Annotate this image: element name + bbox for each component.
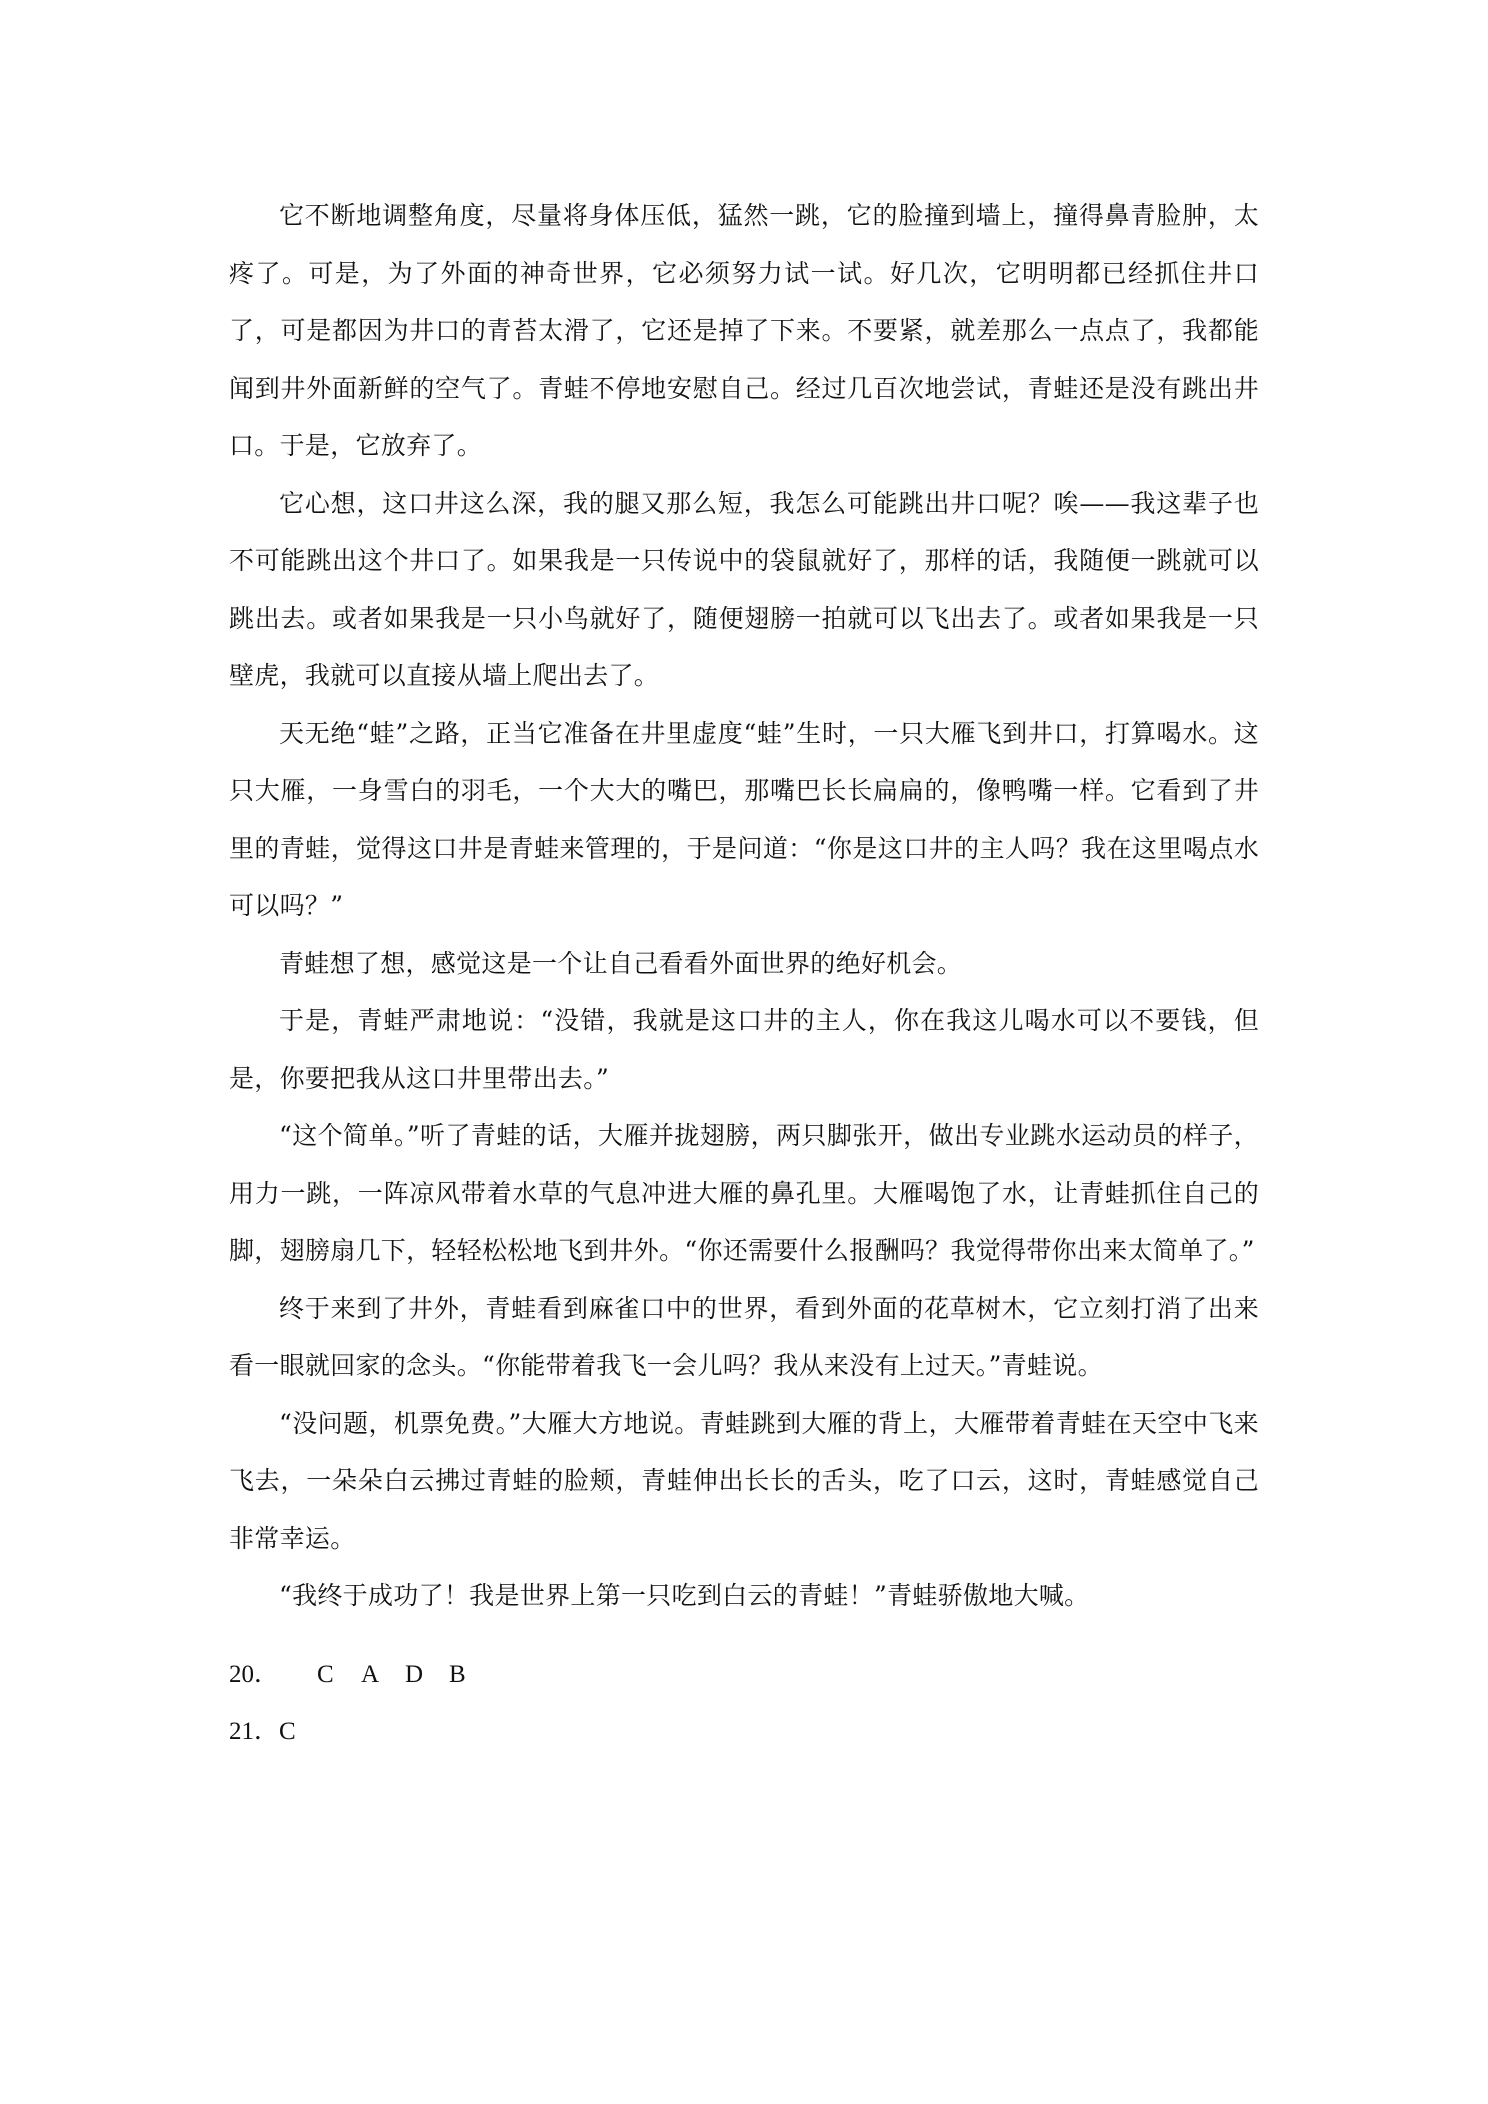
story-paragraph-9: “我终于成功了！我是世界上第一只吃到白云的青蛙！”青蛙骄傲地大喊。 bbox=[279, 1581, 1090, 1610]
story-paragraph-4: 青蛙想了想，感觉这是一个让自己看看外面世界的绝好机会。 bbox=[279, 948, 963, 978]
story-paragraph-2: 它心想，这口井这么深，我的腿又那么短，我怎么可能跳出井口呢？唉——我这辈子也不可能跳出这个井口了。如果我是一只传说中的袋鼠就好了，那样的话，我随便一跳就可以跳出去。或者如果我是一只小鸟就好了，随便翅膀一拍就可以飞出去了。或者如果我是一只壁虎，我就可以直接从墙上爬出去了。 bbox=[229, 488, 1259, 690]
answer-20-number: 20． bbox=[229, 1661, 280, 1688]
answer-20-option-1: C bbox=[317, 1661, 334, 1688]
story-paragraph-5: 于是，青蛙严肃地说：“没错，我就是这口井的主人，你在我这儿喝水可以不要钱，但是，你要把我从这口井里带出去。” bbox=[229, 1006, 1259, 1093]
answer-20-option-2: A bbox=[361, 1661, 380, 1688]
answer-20-option-3: D bbox=[405, 1661, 424, 1688]
answer-21-value: C bbox=[279, 1718, 296, 1745]
story-paragraph-6: “这个简单。”听了青蛙的话，大雁并拢翅膀，两只脚张开，做出专业跳水运动员的样子，用力一跳，一阵凉风带着水草的气息冲进大雁的鼻孔里。大雁喝饱了水，让青蛙抓住自己的脚，翅膀扇几下，轻轻松松地飞到井外。“你还需要什么报酬吗？我觉得带你出来太简单了。” bbox=[229, 1121, 1259, 1265]
answer-21-line bbox=[229, 1702, 829, 1761]
story-paragraph-1: 它不断地调整角度，尽量将身体压低，猛然一跳，它的脸撞到墙上，撞得鼻青脸肿，太疼了。可是，为了外面的神奇世界，它必须努力试一试。好几次，它明明都已经抓住井口了，可是都因为井口的青苔太滑了，它还是掉了下来。不要紧，就差那么一点点了，我都能闻到井外面新鲜的空气了。青蛙不停地安慰自己。经过几百次地尝试，青蛙还是没有跳出井口。于是，它放弃了。 bbox=[229, 201, 1259, 460]
story-paragraph-3: 天无绝“蛙”之路，正当它准备在井里虚度“蛙”生时，一只大雁飞到井口，打算喝水。这只大雁，一身雪白的羽毛，一个大大的嘴巴，那嘴巴长长扁扁的，像鸭嘴一样。它看到了井里的青蛙，觉得这口井是青蛙来管理的，于是问道：“你是这口井的主人吗？我在这里喝点水可以吗？” bbox=[229, 718, 1259, 920]
answer-21 bbox=[229, 1702, 829, 1761]
answer-20-line bbox=[229, 1645, 829, 1704]
story-paragraph-7: 终于来到了井外，青蛙看到麻雀口中的世界，看到外面的花草树木，它立刻打消了出来看一眼就回家的念头。“你能带着我飞一会儿吗？我从来没有上过天。”青蛙说。 bbox=[229, 1293, 1259, 1380]
answer-20-option-4: B bbox=[449, 1661, 466, 1688]
answer-20 bbox=[229, 1645, 829, 1704]
answer-21-number: 21． bbox=[229, 1718, 280, 1745]
story-text bbox=[229, 187, 1259, 1625]
story-paragraph-8: “没问题，机票免费。”大雁大方地说。青蛙跳到大雁的背上，大雁带着青蛙在天空中飞来飞去，一朵朵白云拂过青蛙的脸颊，青蛙伸出长长的舌头，吃了口云，这时，青蛙感觉自己非常幸运。 bbox=[229, 1408, 1259, 1553]
